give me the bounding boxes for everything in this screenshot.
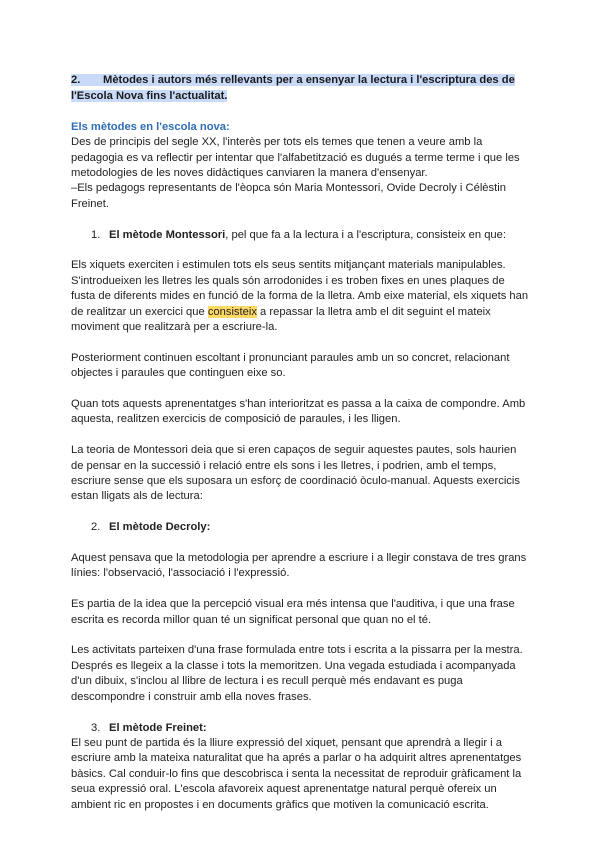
section-title: Mètodes i autors més rellevants per a ensenyar la lectura i l'escriptura des de l'Escola Nova fins l'actualitat. (71, 74, 515, 103)
document-content (71, 72, 531, 813)
montessori-heading (71, 228, 531, 243)
montessori-paragraph-2: Posteriorment continuen escoltant i pronunciant paraules amb un so concret, relacionant objectes i paraules que continguen eixe so. (71, 351, 510, 380)
section-number: 2. (71, 74, 81, 86)
list-number: 3. (91, 721, 101, 734)
decroly-heading (71, 520, 531, 535)
intro-paragraph: Des de principis del segle XX, l'interès per tots els temes que tenen a veure amb la pedagogia es va reflectir per intentar que l'alfabetització es dugués a terme terme i que les metodologies de les noves didàctiques canviaren la manera d'ensenyar. (71, 136, 520, 180)
montessori-paragraph-3: Quan tots aquests aprenentatges s'han interioritzat es passa a la caixa de compondre. Amb aquesta, realitzen exercicis de composició de paraules, i les lligen. (71, 398, 526, 426)
montessori-title-rest: , pel que fa a la lectura i a l'escriptura, consisteix en que: (225, 228, 506, 241)
section-heading (71, 72, 531, 105)
montessori-paragraph-1: Els xiquets exerciten i estimulen tots els seus sentits mitjançant materials manipulables. S'introdueixen les lletres les quals són arrodonides i es troben fixes en unes plaques de fusta de diferents mides en funció de la forma de la lletra. Amb eixe material, els xiquets han de realitzar un exercici que consisteix a repassar la lletra amb el dit seguint el mateix moviment que realitzarà per a escriure-la. (71, 259, 529, 334)
intro-pedagogs-paragraph: –Els pedagogs representants de l'èopca són Maria Montessori, Ovide Decroly i Célèstin Freinet. (71, 182, 506, 210)
decroly-paragraph-3: Les activitats parteixen d'una frase formulada entre tots i escrita a la pissarra per la mestra. Després es llegeix a la classe i tots la memoritzen. Una vegada estudiada i acompanyada d'un dibuix, s'inclou al llibre de lectura i es recull perquè més endavant es puga descompondre i construir amb ella noves frases. (71, 644, 523, 703)
freinet-title: El mètode Freinet: (109, 721, 207, 734)
montessori-paragraph-4: La teoria de Montessori deia que si eren capaços de seguir aquestes pautes, sols haurien de pensar en la successió i relació entre els sons i les lletres, i podrien, amb el temps, escriure sense que els suposara un esforç de coordinació òculo-manual. Aquests exercicis estan lligats als de lectura: (71, 444, 520, 503)
decroly-title: El mètode Decroly: (109, 521, 211, 534)
freinet-paragraph-1: El seu punt de partida és la lliure expressió del xiquet, pensant que aprendrà a llegir i a escriure amb la mateixa naturalitat que ha aprés a parlar o ha adquirit altres aprenentatges bàsics. Cal conduir-lo fins que descobrisca i senta la necessitat de reproduir gràficament la seua expressió oral. L'escola afavoreix aquest aprenentatge natural perquè ofereix un ambient ric en propostes i en documents gràfics que motiven la comunicació escrita. (71, 736, 522, 811)
subsection-title: Els mètodes en l'escola nova: (71, 120, 230, 133)
list-number: 1. (91, 228, 101, 241)
list-number: 2. (91, 521, 101, 534)
montessori-title: El mètode Montessori (109, 228, 226, 241)
freinet-heading (71, 721, 531, 736)
decroly-paragraph-2: Es partia de la idea que la percepció visual era més intensa que l'auditiva, i que una frase escrita es recorda millor quan té un significat personal que quan no el té. (71, 598, 515, 626)
decroly-paragraph-1: Aquest pensava que la metodologia per aprendre a escriure i a llegir constava de tres grans línies: l'observació, l'associació i l'expressió. (71, 552, 527, 580)
highlighted-word: consisteix (207, 305, 257, 318)
